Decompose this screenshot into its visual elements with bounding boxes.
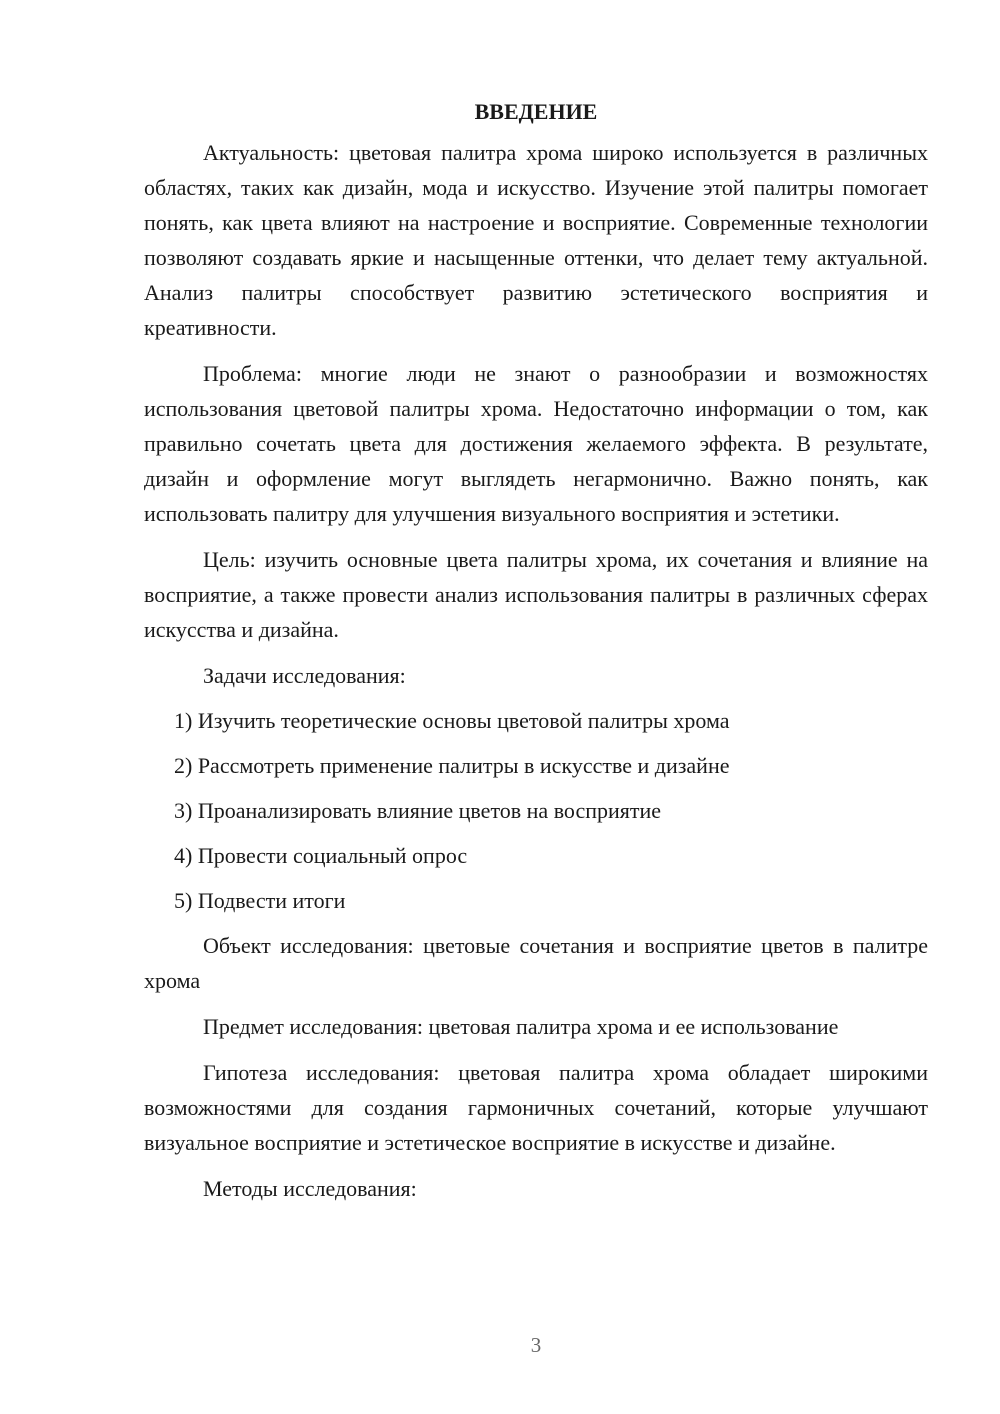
- hypothesis-paragraph: Гипотеза исследования: цветовая палитра хрома обладает широкими возможностями для создания гармоничных сочетаний, которые улучшают визуальное восприятие и эстетическое восприятие в искусстве и дизайне.: [144, 1060, 928, 1155]
- tasks-label: Задачи исследования:: [203, 663, 406, 688]
- page-number: 3: [530, 1333, 542, 1357]
- task-item: 5) Подвести итоги: [174, 888, 346, 913]
- methods-label: Методы исследования:: [203, 1176, 417, 1201]
- goal-paragraph: Цель: изучить основные цвета палитры хрома, их сочетания и влияние на восприятие, а также провести анализ использования палитры в различных сферах искусства и дизайна.: [144, 547, 928, 642]
- page-content: [144, 94, 928, 1216]
- task-item: 4) Провести социальный опрос: [174, 843, 468, 868]
- problem-paragraph: Проблема: многие люди не знают о разнообразии и возможностях использования цветовой палитры хрома. Недостаточно информации о том, как правильно сочетать цвета для достижения желаемого эффекта. В результате, дизайн и оформление могут выглядеть негармонично. Важно понять, как использовать палитру для улучшения визуального восприятия и эстетики.: [144, 361, 928, 526]
- page-title: ВВЕДЕНИЕ: [474, 99, 598, 124]
- task-item: 2) Рассмотреть применение палитры в искусстве и дизайне: [174, 753, 730, 778]
- object-paragraph: Объект исследования: цветовые сочетания и восприятие цветов в палитре хрома: [144, 933, 928, 993]
- subject-paragraph: Предмет исследования: цветовая палитра хрома и ее использование: [203, 1014, 839, 1039]
- tasks-list: [144, 703, 928, 918]
- relevance-paragraph: Актуальность: цветовая палитра хрома широко используется в различных областях, таких как дизайн, мода и искусство. Изучение этой палитры помогает понять, как цвета влияют на настроение и восприятие. Современные технологии позволяют создавать яркие и насыщенные оттенки, что делает тему актуальной. Анализ палитры способствует развитию эстетического восприятия и креативности.: [144, 140, 928, 340]
- task-item: 1) Изучить теоретические основы цветовой палитры хрома: [174, 708, 730, 733]
- task-item: 3) Проанализировать влияние цветов на восприятие: [174, 798, 662, 823]
